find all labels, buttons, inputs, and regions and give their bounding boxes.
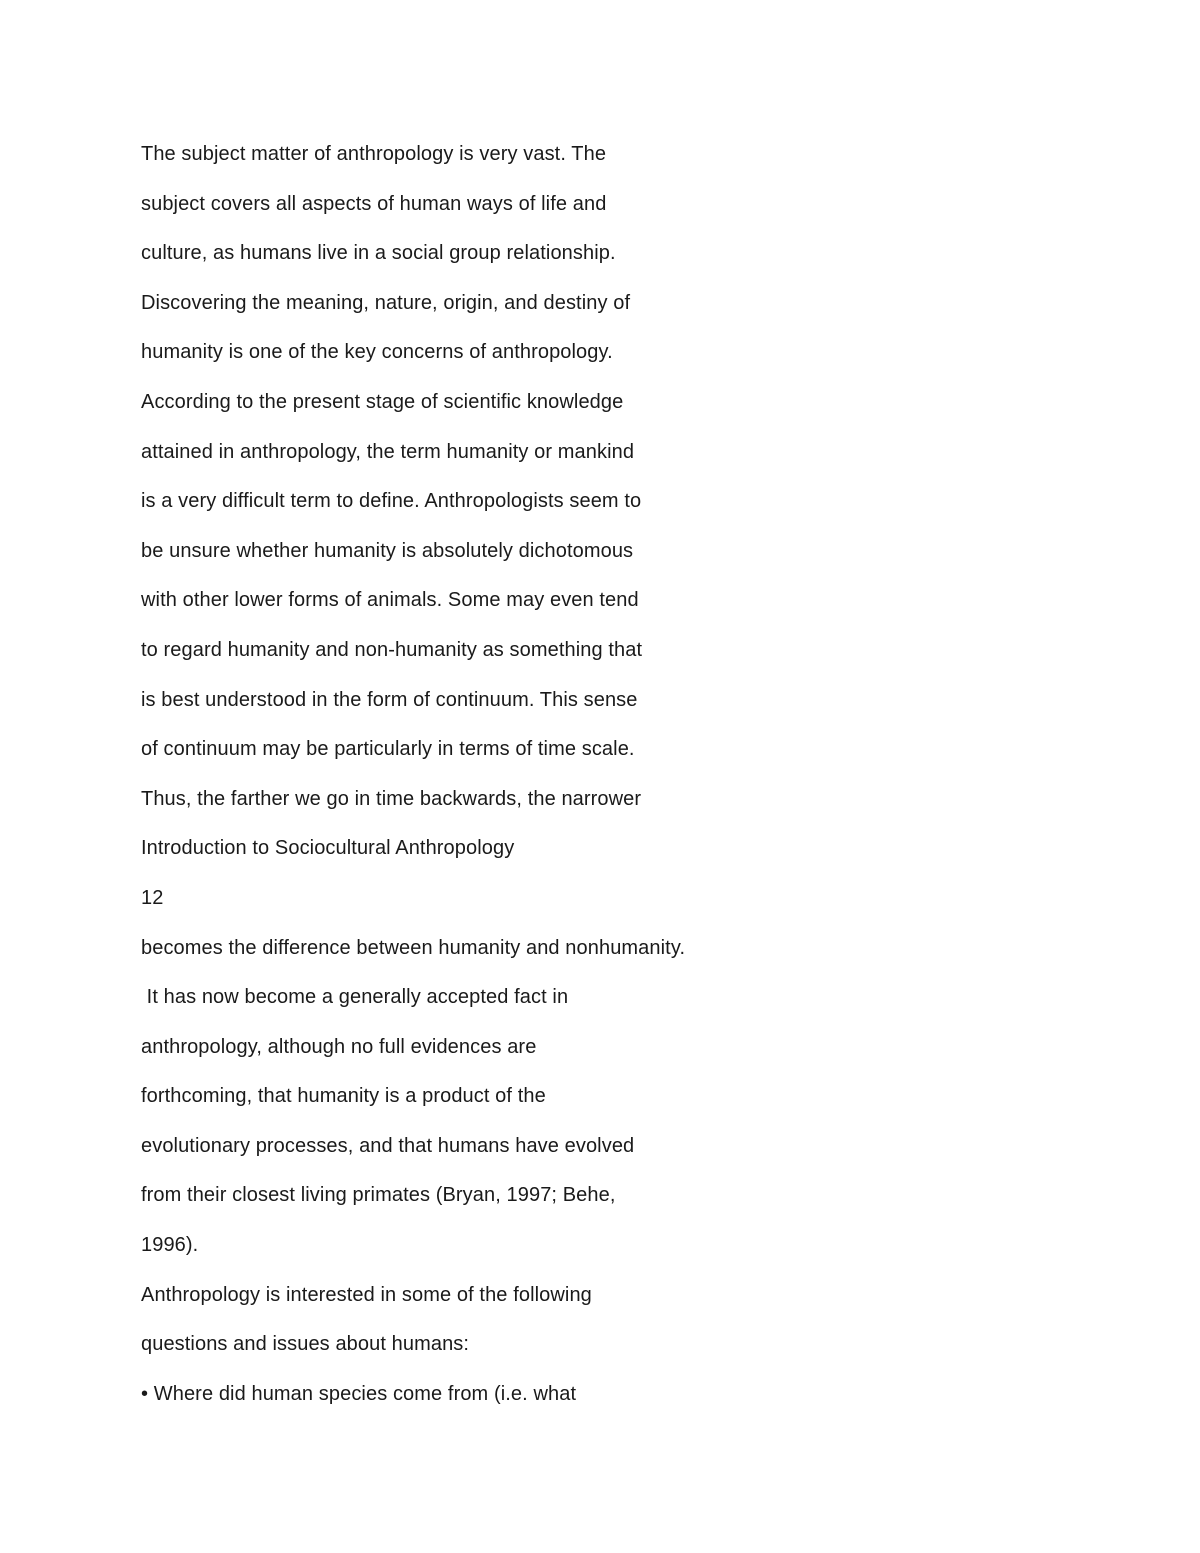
text-line: is a very difficult term to define. Anthropologists seem to [141, 490, 642, 513]
text-line: subject covers all aspects of human ways of life and [141, 192, 607, 215]
text-line: attained in anthropology, the term humanity or mankind [141, 440, 635, 463]
text-line: is best understood in the form of continuum. This sense [141, 688, 638, 711]
text-line: Anthropology is interested in some of the following [141, 1283, 592, 1306]
document-body [141, 138, 1041, 1427]
text-line: Discovering the meaning, nature, origin, and destiny of [141, 291, 631, 314]
text-line: with other lower forms of animals. Some may even tend [141, 589, 639, 612]
text-line: of continuum may be particularly in terms of time scale. [141, 738, 635, 761]
running-header: Introduction to Sociocultural Anthropology [141, 837, 515, 860]
text-line: According to the present stage of scientific knowledge [141, 390, 624, 413]
text-line: be unsure whether humanity is absolutely dichotomous [141, 539, 634, 562]
text-line: anthropology, although no full evidences are [141, 1035, 537, 1058]
page-number: 12 [141, 886, 164, 909]
text-line: from their closest living primates (Bryan, 1997; Behe, [141, 1184, 616, 1207]
text-line: to regard humanity and non-humanity as something that [141, 638, 643, 661]
text-line: forthcoming, that humanity is a product of the [141, 1085, 546, 1108]
text-line: 1996). [141, 1234, 199, 1257]
text-line: humanity is one of the key concerns of anthropology. [141, 341, 613, 364]
text-line: It has now become a generally accepted fact in [141, 986, 569, 1009]
text-line: becomes the difference between humanity and nonhumanity. [141, 936, 686, 959]
text-line: Thus, the farther we go in time backwards, the narrower [141, 787, 642, 810]
text-line: evolutionary processes, and that humans have evolved [141, 1134, 635, 1157]
text-line: questions and issues about humans: [141, 1333, 470, 1356]
bullet-item: • Where did human species come from (i.e. what [141, 1382, 577, 1405]
text-line: The subject matter of anthropology is very vast. The [141, 143, 607, 165]
text-line: culture, as humans live in a social group relationship. [141, 242, 616, 265]
